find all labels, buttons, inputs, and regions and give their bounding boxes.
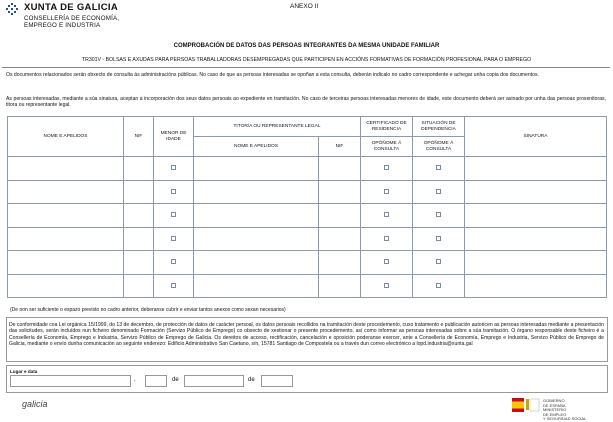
cell-tutor-name-input[interactable] bbox=[194, 251, 319, 275]
cell-tutor-name-input[interactable] bbox=[194, 274, 319, 298]
cell-minor bbox=[154, 274, 194, 298]
residence-checkbox[interactable] bbox=[384, 283, 389, 288]
cell-dependency bbox=[413, 157, 465, 181]
cell-tutor-name-input[interactable] bbox=[194, 227, 319, 251]
residence-checkbox[interactable] bbox=[384, 189, 389, 194]
cell-nif-input[interactable] bbox=[124, 274, 154, 298]
header-residence: CERTIFICADO DE RESIDENCIA bbox=[361, 117, 413, 137]
header-oppose-dependency: OPÓÑOME Á CONSULTA bbox=[413, 137, 465, 157]
cell-nif-input[interactable] bbox=[124, 157, 154, 181]
cell-dependency bbox=[413, 180, 465, 204]
ministry-label: GOBIERNO DE ESPAÑA MINISTERIO DE EMPLEO Y SEGURIDAD SOCIAL bbox=[543, 398, 587, 422]
cell-residence bbox=[361, 251, 413, 275]
cell-dependency bbox=[413, 227, 465, 251]
comma-separator: , bbox=[134, 377, 136, 383]
place-date-label: Lugar e data bbox=[10, 369, 38, 374]
header-name: NOME E APELIDOS bbox=[8, 117, 124, 157]
cell-name-input[interactable] bbox=[8, 204, 124, 228]
members-table bbox=[7, 116, 607, 298]
cell-name-input[interactable] bbox=[8, 227, 124, 251]
galicia-logo: galicia bbox=[22, 399, 48, 409]
month-field[interactable] bbox=[184, 375, 244, 387]
cell-residence bbox=[361, 274, 413, 298]
cell-residence bbox=[361, 157, 413, 181]
spain-coat-of-arms-icon bbox=[512, 398, 540, 412]
dependency-checkbox[interactable] bbox=[436, 189, 441, 194]
cell-tutor-nif-input[interactable] bbox=[319, 227, 361, 251]
table-row bbox=[8, 227, 607, 251]
minor-checkbox[interactable] bbox=[171, 212, 176, 217]
residence-checkbox[interactable] bbox=[384, 236, 389, 241]
header-dependency: SITUACIÓN DE DEPENDENCIA bbox=[413, 117, 465, 137]
cell-signature-input[interactable] bbox=[465, 157, 607, 181]
cell-signature-input[interactable] bbox=[465, 274, 607, 298]
cell-tutor-name-input[interactable] bbox=[194, 157, 319, 181]
header-tutor-name: NOME E APELIDOS bbox=[194, 137, 319, 157]
de-separator-1: de bbox=[172, 377, 179, 383]
table-row bbox=[8, 251, 607, 275]
dependency-checkbox[interactable] bbox=[436, 236, 441, 241]
data-protection-text: De conformidade coa Lei orgánica 15/1999, do 13 de decembro, de protección de datos de carácter persoal, os datos persoais recollidos na tramitación deste procedemento, cuxo tratamento e publicación autoricen as persoas interesadas mediante a presentación das solicitudes, serán incluídos nun ficheiro denominado Formación (Servizo Público de Emprego) co obxecto de xestionar o presente procedemento, así como informar as persoas interesadas sobre a súa tramitación. O órgano responsable deste ficheiro é a Consellería de Economía, Emprego e Industria, Servizo Público de Emprego de Galicia. Os dereitos de acceso, rectificación, cancelación e oposición poderanse exercer, ante a Consellería de Economía, Emprego e Industria, Servizo Público de Emprego de Galicia, mediante o envío dunha comunicación ao seguinte enderezo: Edificio Administrativo San Caetano, s/n, 15781 Santiago de Compostela ou a través dun correo electrónico a lopd.industria@xunta.gal bbox=[9, 322, 604, 347]
cell-tutor-name-input[interactable] bbox=[194, 180, 319, 204]
year-field[interactable] bbox=[261, 375, 293, 387]
cell-minor bbox=[154, 227, 194, 251]
dependency-checkbox[interactable] bbox=[436, 283, 441, 288]
cell-dependency bbox=[413, 204, 465, 228]
cell-tutor-nif-input[interactable] bbox=[319, 157, 361, 181]
cell-name-input[interactable] bbox=[8, 180, 124, 204]
dependency-checkbox[interactable] bbox=[436, 259, 441, 264]
cell-dependency bbox=[413, 251, 465, 275]
cell-minor bbox=[154, 157, 194, 181]
table-row bbox=[8, 274, 607, 298]
day-field[interactable] bbox=[145, 375, 167, 387]
cell-minor bbox=[154, 251, 194, 275]
cell-tutor-name-input[interactable] bbox=[194, 204, 319, 228]
de-separator-2: de bbox=[248, 377, 255, 383]
place-field[interactable] bbox=[10, 375, 131, 387]
cell-nif-input[interactable] bbox=[124, 227, 154, 251]
cell-nif-input[interactable] bbox=[124, 204, 154, 228]
cell-name-input[interactable] bbox=[8, 251, 124, 275]
cell-tutor-nif-input[interactable] bbox=[319, 274, 361, 298]
cell-signature-input[interactable] bbox=[465, 180, 607, 204]
header-oppose-residence: OPÓÑOME Á CONSULTA bbox=[361, 137, 413, 157]
header-nif: NIF bbox=[124, 117, 154, 157]
table-row bbox=[8, 180, 607, 204]
cell-residence bbox=[361, 204, 413, 228]
cell-tutor-nif-input[interactable] bbox=[319, 204, 361, 228]
header-tutor-nif: NIF bbox=[319, 137, 361, 157]
cell-signature-input[interactable] bbox=[465, 204, 607, 228]
cell-residence bbox=[361, 227, 413, 251]
dependency-checkbox[interactable] bbox=[436, 165, 441, 170]
header-tutor: TITOR/A OU REPRESENTANTE LEGAL bbox=[194, 117, 361, 137]
annex-label: ANEXO II bbox=[290, 3, 319, 10]
cell-name-input[interactable] bbox=[8, 274, 124, 298]
minor-checkbox[interactable] bbox=[171, 259, 176, 264]
cell-tutor-nif-input[interactable] bbox=[319, 251, 361, 275]
intro-paragraph-1: Os documentos relacionados serán obxecto de consulta ás administracións públicas. No caso de que as persoas interesadas se opoñan a esta consulta, deberán indicalo no cadro correspondente e achegar unha copia dos documentos. bbox=[6, 72, 539, 78]
minor-checkbox[interactable] bbox=[171, 283, 176, 288]
cell-dependency bbox=[413, 274, 465, 298]
divider bbox=[2, 67, 610, 68]
cell-signature-input[interactable] bbox=[465, 251, 607, 275]
cell-minor bbox=[154, 180, 194, 204]
page-title: COMPROBACIÓN DE DATOS DAS PERSOAS INTEGRANTES DA MESMA UNIDADE FAMILIAR bbox=[173, 43, 440, 49]
header bbox=[0, 0, 613, 40]
minor-checkbox[interactable] bbox=[171, 236, 176, 241]
cell-nif-input[interactable] bbox=[124, 251, 154, 275]
table-note: (De non ser suficiente o espazo previsto no cadro anterior, deberanse cubrir e enviar tantos anexos como sexan necesarios) bbox=[10, 307, 286, 313]
cell-name-input[interactable] bbox=[8, 157, 124, 181]
header-signature: SINATURA bbox=[465, 117, 607, 157]
xunta-crest-icon bbox=[6, 3, 18, 15]
brand-name: XUNTA DE GALICIA bbox=[24, 2, 118, 13]
residence-checkbox[interactable] bbox=[384, 212, 389, 217]
cell-nif-input[interactable] bbox=[124, 180, 154, 204]
procedure-subtitle: TR301V - BOLSAS E AXUDAS PARA PERSOAS TRABALLADORAS DESEMPREGADAS QUE PARTICIPEN EN ACCIÓNS FORMATIVAS DE FORMACIÓN PROFESIONAL PARA O EMPREGO bbox=[81, 57, 532, 63]
cell-residence bbox=[361, 180, 413, 204]
residence-checkbox[interactable] bbox=[384, 259, 389, 264]
department-name: CONSELLERÍA DE ECONOMÍA, EMPREGO E INDUSTRIA bbox=[24, 15, 120, 29]
residence-checkbox[interactable] bbox=[384, 165, 389, 170]
minor-checkbox[interactable] bbox=[171, 165, 176, 170]
dependency-checkbox[interactable] bbox=[436, 212, 441, 217]
intro-paragraph-2: As persoas interesadas, mediante a súa sinatura, aceptan a incorporación dos seus datos persoais ao expediente en tramitación. No caso de terceiras persoas interesadas menores de idade, este documento deberá ser asinado por unha das persoas proxenitoras, titora ou representante legal. bbox=[6, 96, 606, 109]
table-row bbox=[8, 157, 607, 181]
header-minor: MENOR DE IDADE bbox=[154, 117, 194, 157]
cell-minor bbox=[154, 204, 194, 228]
cell-tutor-nif-input[interactable] bbox=[319, 180, 361, 204]
cell-signature-input[interactable] bbox=[465, 227, 607, 251]
minor-checkbox[interactable] bbox=[171, 189, 176, 194]
table-row bbox=[8, 204, 607, 228]
